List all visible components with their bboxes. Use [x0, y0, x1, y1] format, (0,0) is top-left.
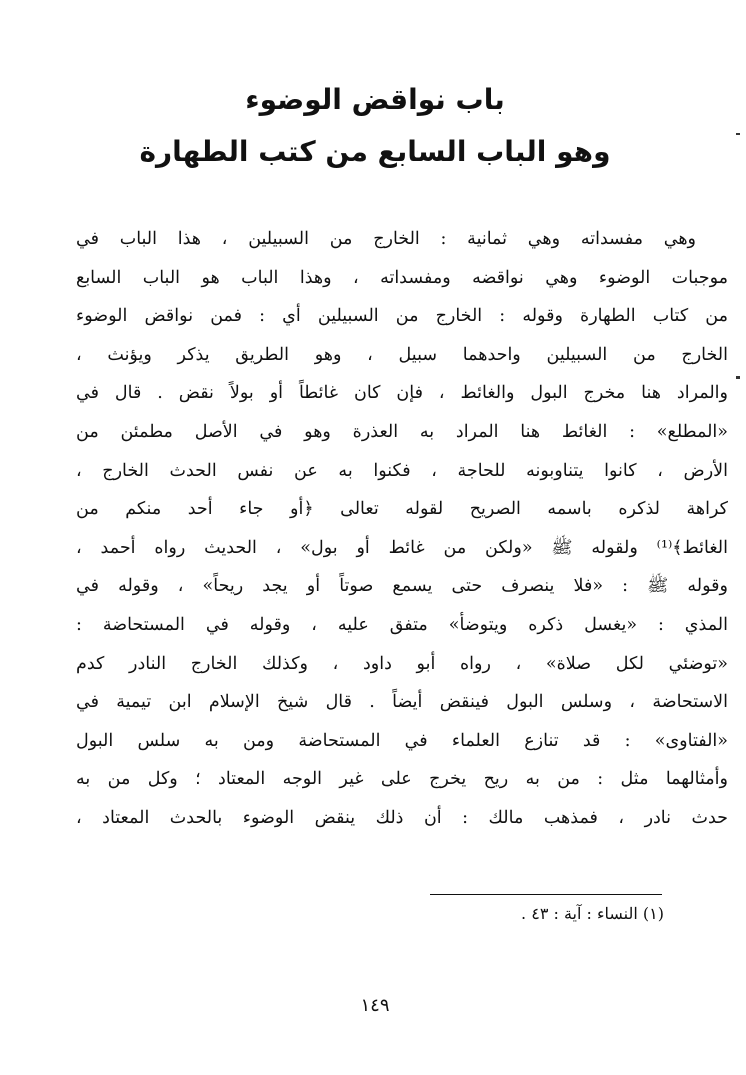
body-line-5: والمراد هنا مخرج البول والغائط ، فإن كان غائطاً أو بولاً نقض . قال في: [76, 383, 728, 404]
body-line-4: الخارج من السبيلين واحدهما سبيل ، وهو الطريق يذكر ويؤنث ،: [76, 344, 728, 365]
footnote-divider: [430, 894, 662, 895]
body-line-2: موجبات الوضوء وهي نواقضه ومفسداته ، وهذا الباب هو الباب السابع: [76, 267, 728, 288]
chapter-subtitle: وهو الباب السابع من كتب الطهارة: [139, 135, 611, 168]
body-line-15: وأمثالهما مثل : من به ريح يخرج على غير الوجه المعتاد ؛ وكل من به: [76, 769, 728, 790]
body-line-1: وهي مفسداته وهي ثمانية : الخارج من السبيلين ، هذا الباب في: [76, 229, 696, 249]
margin-mark: [736, 133, 740, 135]
body-text: [76, 220, 728, 838]
body-line-9: الغائط﴾⁽¹⁾ ولقوله ﷺ «ولكن من غائط أو بول» ، الحديث رواه أحمد ،: [76, 537, 728, 558]
body-line-8: كراهة لذكره باسمه الصريح لقوله تعالى ﴿أو جاء أحد منكم من: [76, 499, 728, 520]
body-line-13: الاستحاضة ، وسلس البول فينقض أيضاً . قال شيخ الإسلام ابن تيمية في: [76, 692, 728, 713]
body-line-16: حدث نادر ، فمذهب مالك : أن ذلك ينقض الوضوء بالحدث المعتاد ،: [76, 807, 728, 828]
page-number: ١٤٩: [360, 995, 390, 1016]
footnote: (١) النساء : آية : ٤٣ .: [521, 904, 664, 923]
body-line-14: «الفتاوى» : قد تنازع العلماء في المستحاضة ومن به سلس البول: [76, 730, 728, 751]
body-line-6: «المطلع» : الغائط هنا المراد به العذرة وهو في الأصل مطمئن من: [76, 421, 728, 442]
body-line-11: المذي : «يغسل ذكره ويتوضأ» متفق عليه ، وقوله في المستحاضة :: [76, 614, 728, 635]
body-line-10: وقوله ﷺ : «فلا ينصرف حتى يسمع صوتاً أو يجد ريحاً» ، وقوله في: [76, 576, 728, 597]
body-line-7: الأرض ، كانوا يتناوبونه للحاجة ، فكنوا به عن نفس الحدث الخارج ،: [76, 460, 728, 481]
margin-mark: [736, 376, 740, 379]
body-line-3: من كتاب الطهارة وقوله : الخارج من السبيلين أي : فمن نواقض الوضوء: [76, 306, 728, 327]
chapter-title: باب نواقض الوضوء: [245, 83, 505, 116]
body-line-12: «توضئي لكل صلاة» ، رواه أبو داود ، وكذلك الخارج النادر كدم: [76, 653, 728, 674]
